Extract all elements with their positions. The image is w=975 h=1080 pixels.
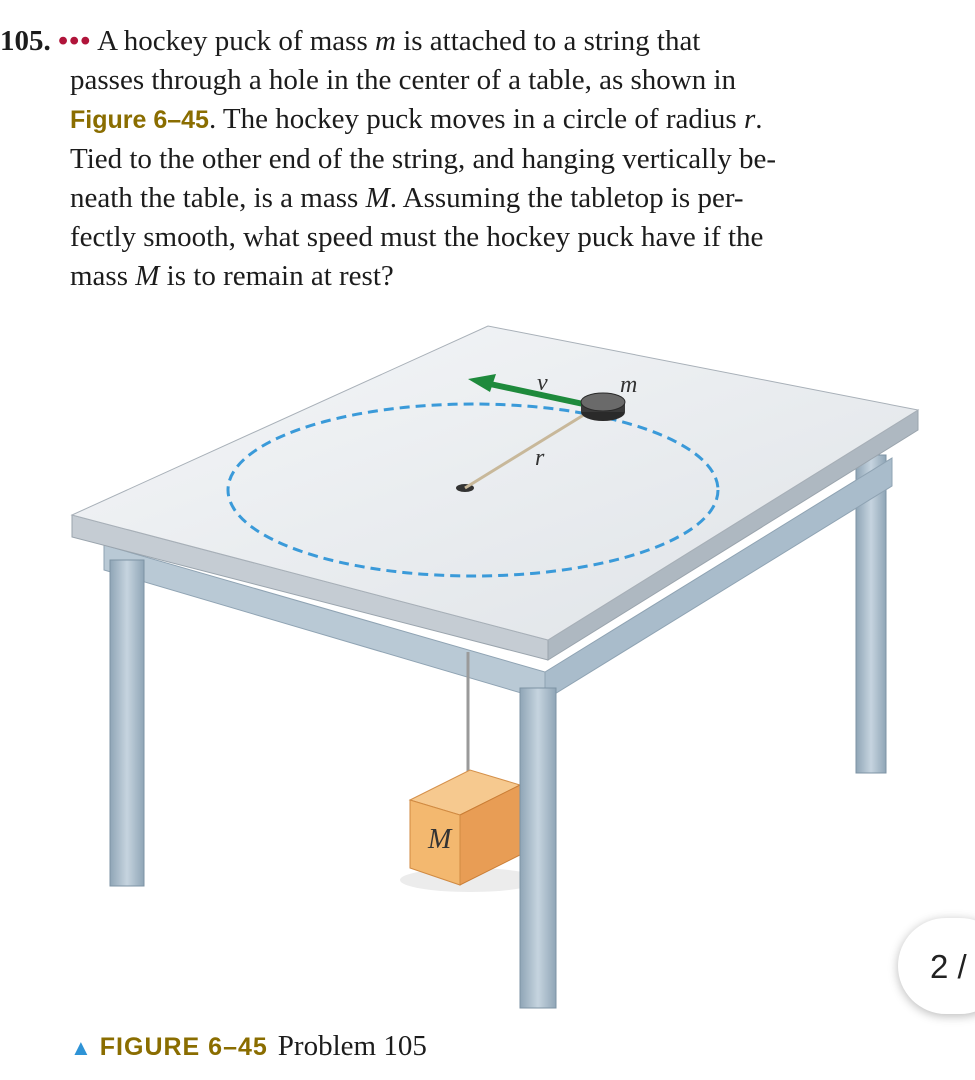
caption-text: Problem 105 [277, 1030, 427, 1062]
label-m: m [620, 372, 638, 398]
problem-number: 105. [0, 25, 51, 57]
difficulty-dots: ••• [58, 25, 92, 57]
label-r: r [535, 445, 545, 471]
figure-caption [70, 1030, 427, 1063]
problem-line-3 [0, 100, 935, 140]
label-v: v [537, 370, 548, 396]
table-figure [0, 300, 975, 1020]
problem-line-7 [0, 257, 935, 296]
hanging-mass-block [400, 770, 540, 892]
text-segment: neath the table, is a mass [70, 182, 366, 214]
text-segment: is attached to a string that [395, 25, 701, 57]
hockey-puck [581, 393, 625, 421]
label-M: M [428, 824, 452, 855]
figure-reference-link[interactable]: Figure 6–45 [70, 106, 209, 134]
table-leg-front-left [110, 560, 144, 886]
mass-symbol: m [375, 25, 396, 57]
caption-figure-label: FIGURE 6–45 [99, 1033, 268, 1061]
problem-line-4: Tied to the other end of the string, and hanging vertically be- [70, 143, 777, 175]
text-segment: is to remain at rest? [159, 260, 394, 292]
page-indicator-text: 2 / [930, 948, 967, 985]
text-segment: . Assuming the tabletop is per- [389, 182, 744, 214]
problem-line-5 [0, 179, 935, 218]
text-segment: . The hockey puck moves in a circle of radius [208, 103, 744, 135]
text-segment: . [755, 103, 763, 135]
table-leg-front-right [520, 688, 556, 1008]
big-mass-symbol: M [135, 260, 160, 292]
text-segment: mass [70, 260, 136, 292]
text-segment: A hockey puck of mass [97, 25, 375, 57]
problem-line-6: fectly smooth, what speed must the hockey puck have if the [70, 221, 764, 253]
problem-line-2: passes through a hole in the center of a table, as shown in [70, 64, 737, 96]
problem-text [0, 22, 935, 296]
caption-triangle-icon: ▲ [70, 1035, 92, 1060]
big-mass-symbol: M [365, 182, 390, 214]
radius-symbol: r [743, 103, 756, 135]
problem-line-1 [0, 22, 935, 61]
